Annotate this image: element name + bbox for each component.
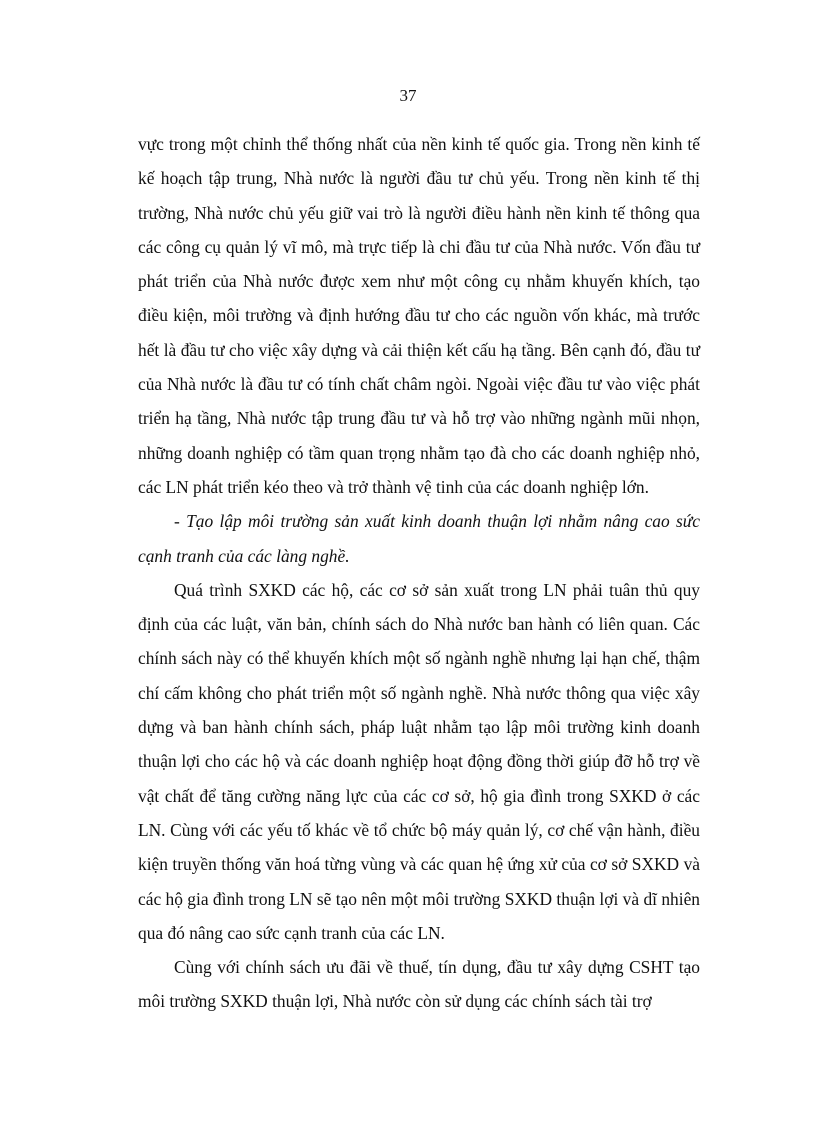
paragraph-subheading: - Tạo lập môi trường sản xuất kinh doanh thuận lợi nhằm nâng cao sức cạnh tranh của các làng nghề. bbox=[138, 511, 700, 566]
body-text bbox=[138, 127, 700, 1019]
paragraph-body-last: Cùng với chính sách ưu đãi về thuế, tín dụng, đầu tư xây dựng CSHT tạo môi trường SXKD thuận lợi, Nhà nước còn sử dụng các chính sách tài trợ bbox=[138, 957, 700, 1012]
paragraph-body: Quá trình SXKD các hộ, các cơ sở sản xuất trong LN phải tuân thủ quy định của các luật, văn bản, chính sách do Nhà nước ban hành có liên quan. Các chính sách này có thể khuyến khích một số ngành nghề nhưng lại hạn chế, thậm chí cấm không cho phát triển một số ngành nghề. Nhà nước thông qua việc xây dựng và ban hành chính sách, pháp luật nhằm tạo lập môi trường kinh doanh thuận lợi cho các hộ và các doanh nghiệp hoạt động đồng thời giúp đỡ hỗ trợ về vật chất để tăng cường năng lực của các cơ sở, hộ gia đình trong SXKD ở các LN. Cùng với các yếu tố khác về tổ chức bộ máy quản lý, cơ chế vận hành, điều kiện truyền thống văn hoá từng vùng và các quan hệ ứng xử của cơ sở SXKD và các hộ gia đình trong LN sẽ tạo nên một môi trường SXKD thuận lợi và dĩ nhiên qua đó nâng cao sức cạnh tranh của các LN. bbox=[138, 579, 700, 943]
paragraph-continuation: vực trong một chỉnh thể thống nhất của nền kinh tế quốc gia. Trong nền kinh tế kế hoạch tập trung, Nhà nước là người đầu tư chủ yếu. Trong nền kinh tế thị trường, Nhà nước chủ yếu giữ vai trò là người điều hành nền kinh tế thông qua các công cụ quản lý vĩ mô, mà trực tiếp là chi đầu tư của Nhà nước. Vốn đầu tư phát triển của Nhà nước được xem như một công cụ nhằm khuyến khích, tạo điều kiện, môi trường và định hướng đầu tư cho các nguồn vốn khác, mà trước hết là đầu tư cho việc xây dựng và cải thiện kết cấu hạ tầng. Bên cạnh đó, đầu tư của Nhà nước là đầu tư có tính chất châm ngòi. Ngoài việc đầu tư vào việc phát triển hạ tầng, Nhà nước tập trung đầu tư và hỗ trợ vào những ngành mũi nhọn, những doanh nghiệp có tầm quan trọng nhằm tạo đà cho các doanh nghiệp nhỏ, các LN phát triển kéo theo và trở thành vệ tinh của các doanh nghiệp lớn. bbox=[138, 134, 700, 497]
page-number: 37 bbox=[399, 86, 417, 105]
